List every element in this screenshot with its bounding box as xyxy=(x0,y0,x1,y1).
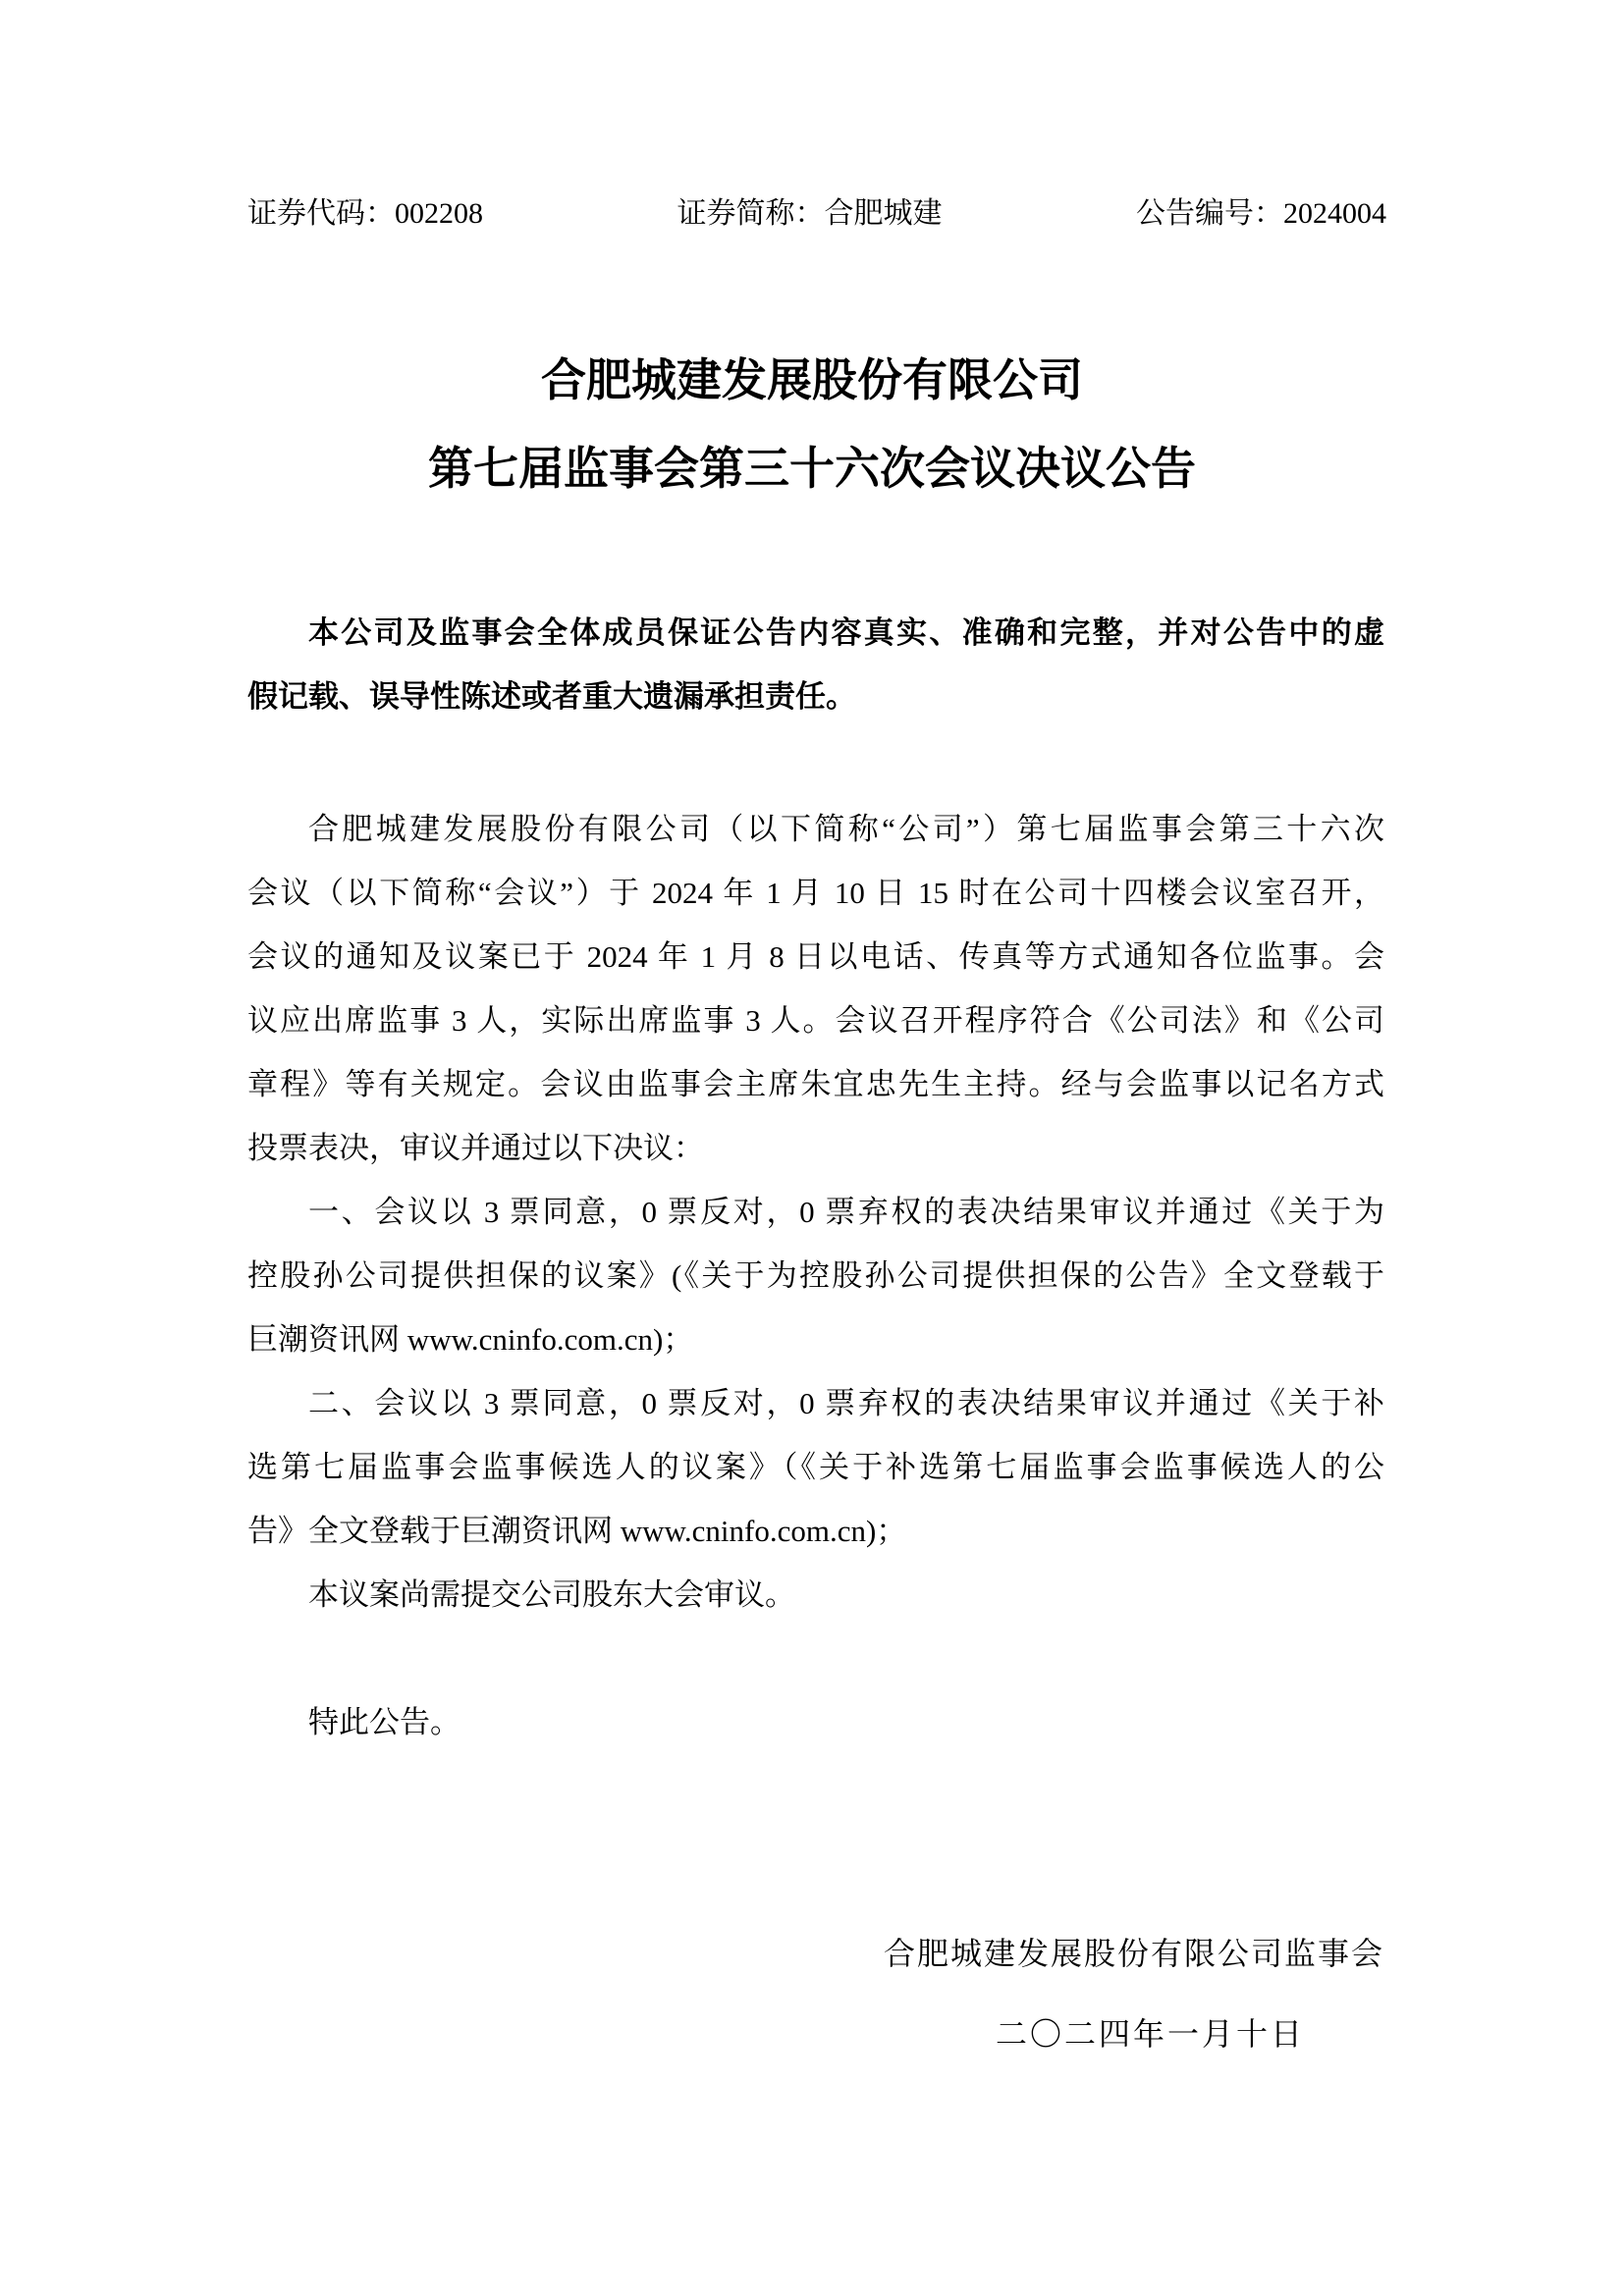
securities-info-bar xyxy=(247,194,1386,234)
closing-line: 特此公告。 xyxy=(308,1705,460,1739)
body-line: 二、会议以 3 票同意，0 票反对，0 票弃权的表决结果审议并通过《关于补 xyxy=(308,1386,1384,1420)
declaration-line: 本公司及监事会全体成员保证公告内容真实、准确和完整，并对公告中的虚 xyxy=(308,615,1384,650)
declaration-line: 假记载、误导性陈述或者重大遗漏承担责任。 xyxy=(247,679,856,714)
body-line: 会议（以下简称“会议”）于 2024 年 1 月 10 日 15 时在公司十四楼会议室召开， xyxy=(247,876,1384,910)
stock-abbr-label: 证券简称：合肥城建 xyxy=(677,197,943,230)
body-line: 合肥城建发展股份有限公司（以下简称“公司”）第七届监事会第三十六次 xyxy=(308,812,1384,846)
body-line: 选第七届监事会监事候选人的议案》（《关于补选第七届监事会监事候选人的公 xyxy=(247,1450,1384,1484)
announcement-title: 第七届监事会第三十六次会议决议公告 xyxy=(428,444,1196,494)
body-line: 章程》等有关规定。会议由监事会主席朱宜忠先生主持。经与会监事以记名方式 xyxy=(247,1067,1384,1101)
stock-code-label: 证券代码：002208 xyxy=(247,197,483,230)
declaration-paragraph xyxy=(247,601,1384,728)
body-line: 会议的通知及议案已于 2024 年 1 月 8 日以电话、传真等方式通知各位监事。会 xyxy=(247,939,1384,974)
body-text-block xyxy=(247,797,1384,1754)
announcement-number-label: 公告编号：2024004 xyxy=(1136,197,1386,230)
body-line: 告》全文登载于巨潮资讯网 www.cninfo.com.cn)； xyxy=(247,1514,907,1548)
company-name-title: 合肥城建发展股份有限公司 xyxy=(541,355,1083,405)
body-line: 投票表决，审议并通过以下决议： xyxy=(247,1131,704,1165)
body-line: 一、会议以 3 票同意，0 票反对，0 票弃权的表决结果审议并通过《关于为 xyxy=(308,1195,1384,1229)
signature-date: 二〇二四年一月十日 xyxy=(995,2016,1305,2052)
body-line: 控股孙公司提供担保的议案》(《关于为控股孙公司提供担保的公告》全文登载于 xyxy=(247,1258,1384,1293)
blank-line xyxy=(247,1627,1384,1690)
body-line: 本议案尚需提交公司股东大会审议。 xyxy=(308,1577,795,1612)
signature-company: 合肥城建发展股份有限公司监事会 xyxy=(883,1936,1384,1971)
body-line: 巨潮资讯网 www.cninfo.com.cn)； xyxy=(247,1322,694,1357)
body-line: 议应出席监事 3 人，实际出席监事 3 人。会议召开程序符合《公司法》和《公司 xyxy=(247,1003,1384,1038)
